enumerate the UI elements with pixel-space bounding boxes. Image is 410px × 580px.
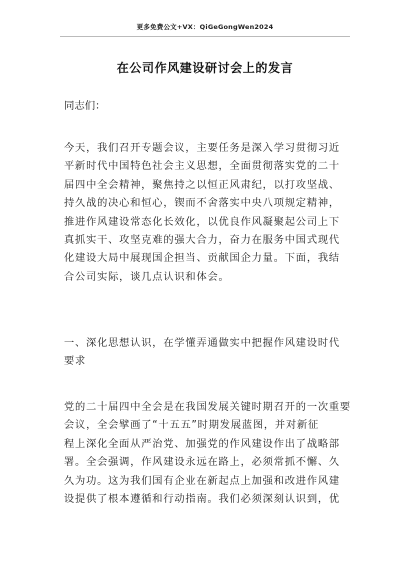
paragraph-line: 设提供了根本遵循和行动指南。我们必须深刻认识到，优	[64, 494, 340, 506]
paragraph-line: 会议，全会擘画了“十五五”时期发展蓝图，并对新征	[64, 420, 320, 432]
document-title: 在公司作风建设研讨会上的发言	[116, 61, 294, 75]
paragraph-line: 程上深化全面从严治党、加强党的作风建设作出了战略部	[64, 438, 340, 450]
paragraph-line: 久为功。这为我们国有企业在新起点上加强和改进作风建	[64, 475, 340, 487]
paragraph-line: 真抓实干、攻坚克难的强大合力，奋力在服务中国式现代	[64, 235, 340, 247]
paragraph-line: 平新时代中国特色社会主义思想，全面贯彻落实党的二十	[64, 161, 340, 173]
header-divider	[60, 36, 350, 37]
paragraph-section1	[64, 399, 351, 509]
paragraph-line: 推进作风建设常态化长效化，以优良作风凝聚起公司上下	[64, 216, 340, 228]
header-note: 更多免费公文+VX：QiGeGongWen2024	[136, 23, 274, 31]
section-heading	[64, 335, 346, 372]
paragraph-line: 党的二十届四中全会是在我国发展关键时期召开的一次重要	[64, 402, 351, 413]
salutation: 同志们：	[64, 100, 106, 112]
paragraph-line: 持久战的决心和恒心，锲而不舍落实中央八项规定精神，	[64, 198, 340, 210]
heading-line: 一、深化思想认识，在学懂弄通做实中把握作风建设时代	[64, 338, 340, 349]
heading-line: 要求	[64, 356, 87, 368]
paragraph-intro	[64, 140, 346, 287]
paragraph-line: 今天，我们召开专题会议，主要任务是深入学习贯彻习近	[64, 143, 340, 154]
paragraph-line: 署。全会强调，作风建设永远在路上，必须常抓不懈、久	[64, 457, 340, 469]
paragraph-line: 届四中全会精神，聚焦持之以恒正风肃纪，以打攻坚战、	[64, 179, 340, 191]
paragraph-line: 合公司实际，谈几点认识和体会。	[64, 271, 230, 283]
paragraph-line: 化建设大局中展现国企担当、贡献国企力量。下面，我结	[64, 253, 340, 265]
